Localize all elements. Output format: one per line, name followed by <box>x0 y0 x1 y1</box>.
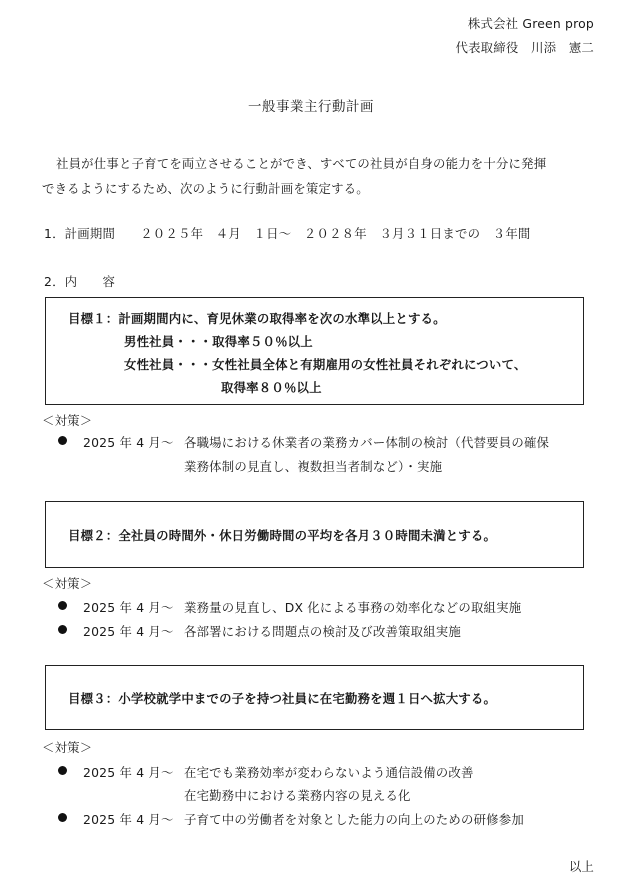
intro-line-1: 社員が仕事と子育てを両立させることができ、すべての社員が自身の能力を十分に発揮 <box>56 156 547 171</box>
measure-text: 在宅でも業務効率が変わらないよう通信設備の改善 <box>184 765 474 780</box>
measure-date: 2025 年 4 月～ <box>83 765 174 780</box>
measure-text: 各職場における休業者の業務カバー体制の検討（代替要員の確保 <box>184 435 550 450</box>
section-heading-contents: 2．内 容 <box>44 274 116 289</box>
goal-1-heading: 目標１：計画期間内に、育児休業の取得率を次の水準以上とする。 <box>68 311 446 326</box>
measure-text-continued: 在宅勤務中における業務内容の見える化 <box>184 788 411 803</box>
measure-date: 2025 年 4 月～ <box>83 435 174 450</box>
document-title: 一般事業主行動計画 <box>248 99 374 115</box>
goal-1-female-target: 女性社員・・・女性社員全体と有期雇用の女性社員それぞれについて、 <box>124 357 527 372</box>
measures-label-2: ＜対策＞ <box>42 576 93 591</box>
goal-1-female-rate: 取得率８０％以上 <box>221 380 322 395</box>
bullet-icon <box>58 813 67 822</box>
measure-date: 2025 年 4 月～ <box>83 624 174 639</box>
measures-label-1: ＜対策＞ <box>42 413 93 428</box>
measure-text: 業務量の見直し、DX 化による事務の効率化などの取組実施 <box>184 600 522 615</box>
measure-text: 子育て中の労働者を対象とした能力の向上のための研修参加 <box>184 812 524 827</box>
goal-3-box <box>45 665 584 730</box>
plan-period: 1．計画期間 ２０２５年 ４月 １日～ ２０２８年 ３月３１日までの ３年間 <box>44 226 531 241</box>
goal-2-box <box>45 501 584 568</box>
measures-label-3: ＜対策＞ <box>42 740 93 755</box>
measure-date: 2025 年 4 月～ <box>83 600 174 615</box>
company-name: 株式会社 Green prop <box>467 16 594 31</box>
goal-1-box <box>45 297 584 405</box>
goal-3-heading: 目標３：小学校就学中までの子を持つ社員に在宅勤務を週１日へ拡大する。 <box>68 691 497 706</box>
intro-line-2: できるようにするため、次のように行動計画を策定する。 <box>42 181 369 196</box>
bullet-icon <box>58 625 67 634</box>
closing-mark: 以上 <box>568 859 594 874</box>
bullet-icon <box>58 766 67 775</box>
goal-1-male-target: 男性社員・・・取得率５０％以上 <box>124 334 313 349</box>
bullet-icon <box>58 436 67 445</box>
bullet-icon <box>58 601 67 610</box>
representative-name: 代表取締役 川添 憲二 <box>455 40 594 55</box>
measure-date: 2025 年 4 月～ <box>83 812 174 827</box>
measure-text: 各部署における問題点の検討及び改善策取組実施 <box>184 624 461 639</box>
measure-text-continued: 業務体制の見直し、複数担当者制など）・実施 <box>184 459 443 474</box>
goal-2-heading: 目標２：全社員の時間外・休日労働時間の平均を各月３０時間未満とする。 <box>68 528 497 543</box>
